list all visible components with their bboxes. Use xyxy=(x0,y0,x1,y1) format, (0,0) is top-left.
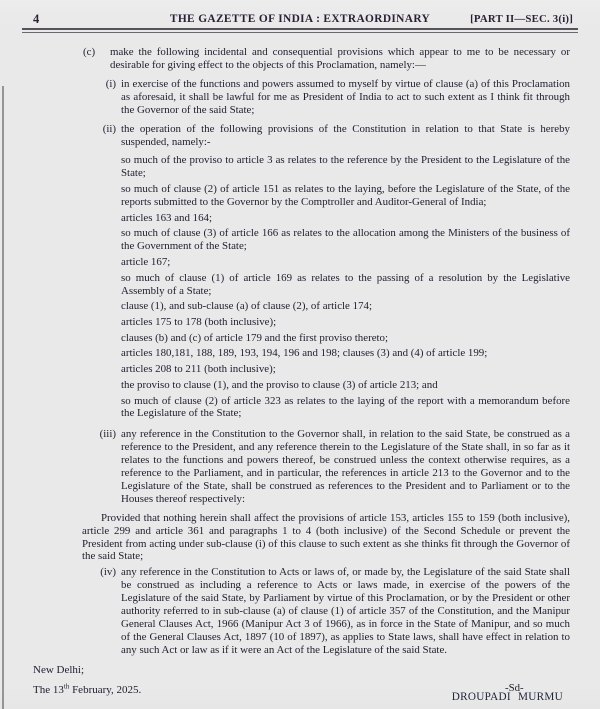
subclause-i-text: in exercise of the functions and powers assumed to myself by virtue of clause (a) of this Proclamation as aforesaid, it shall be lawful for me as President of India to act to such extent as I think fit through the Governor of the said State; xyxy=(121,77,570,116)
signature-name: DROUPADI MURMU xyxy=(451,691,563,703)
header-double-rule xyxy=(22,28,578,33)
subclause-iv xyxy=(100,566,570,656)
suspended-provision: so much of clause (2) of article 323 as relates to the laying of the report with a memorandum before the Legislature of the State; xyxy=(121,394,570,420)
suspended-provision: articles 163 and 164; xyxy=(121,211,213,224)
subclause-iv-text: any reference in the Constitution to Acts or laws of, or made by, the Legislature of the said State shall be construed as including a reference to Acts or laws made, in exercise of the powers of the Legislature of the said State, by Parliament by virtue of this Proclamation, or by the President or other authority referred to in sub-clause (a) of clause (1) of article 357 of the Constitution, and the Manipur General Clauses Act, 1966 (Manipur Act 3 of 1966), as in force in the State of Manipur, and so much of the General Clauses Act, 1897 (10 of 1897), as applies to State laws, shall have effect in relation to any such Act or law as if it were an Act of the Legislature of the said State. xyxy=(121,566,570,656)
subclause-i xyxy=(105,77,570,117)
clause-c xyxy=(83,46,570,72)
proviso-paragraph: Provided that nothing herein shall affect the provisions of article 153, articles 155 to 159 (both inclusive), article 299 and article 361 and paragraphs 1 to 4 (both inclusive) of the Second Schedule or prevent the President from acting under sub-clause (i) of this clause to such extent as she thinks fit through the Governor of the said State; xyxy=(82,511,570,563)
suspended-provision: so much of clause (3) of article 166 as relates to the allocation among the Ministers of the business of the Government of the State; xyxy=(121,227,570,253)
subclause-i-label: (i) xyxy=(105,77,116,90)
suspended-provision: article 167; xyxy=(121,255,171,268)
suspended-provision: articles 208 to 211 (both inclusive); xyxy=(121,363,276,376)
footer-date xyxy=(33,684,141,696)
part-section-ref: [PART II—SEC. 3(i)] xyxy=(470,13,573,25)
subclause-ii xyxy=(102,122,570,149)
footer-date-rest: February, 2025. xyxy=(69,683,142,696)
footer-date-prefix: The 13 xyxy=(33,683,64,696)
page-header xyxy=(0,0,600,28)
suspended-provision: the proviso to clause (1), and the proviso to clause (3) of article 213; and xyxy=(121,378,438,391)
subclause-iii xyxy=(99,428,570,505)
gazette-title: THE GAZETTE OF INDIA : EXTRAORDINARY xyxy=(169,13,431,25)
subclause-ii-text: the operation of the following provisions of the Constitution in relation to that State is hereby suspended, namely:- xyxy=(121,122,570,148)
footer-place: New Delhi; xyxy=(33,663,85,676)
suspended-provision: clause (1), and sub-clause (a) of clause (2), of article 174; xyxy=(121,300,372,313)
footer-date-ordinal: th xyxy=(63,682,70,691)
suspended-provision: articles 175 to 178 (both inclusive); xyxy=(121,315,277,328)
subclause-ii-label: (ii) xyxy=(102,122,116,135)
page-number: 4 xyxy=(33,12,40,26)
subclause-iii-label: (iii) xyxy=(99,428,116,441)
suspended-provision: so much of clause (1) of article 169 as relates to the passing of a resolution by the Legislative Assembly of a State; xyxy=(121,271,570,297)
clause-c-text: make the following incidental and consequential provisions which appear to me to be necessary or desirable for giving effect to the objects of this Proclamation, namely:— xyxy=(110,46,570,71)
suspended-provision: clauses (b) and (c) of article 179 and the first proviso thereto; xyxy=(121,331,389,344)
subclause-iii-text: any reference in the Constitution to the Governor shall, in relation to the said State, be construed as a reference to the President, and any reference therein to the Legislature of the State shall, in so far as it relates to the functions and powers thereof, be construed unless the context otherwise requires, as a reference to the Parliament, and in particular, the references in article 213 to the Governor and to the Legislature of the State, shall be construed as references to the President and to Parliament or to the Houses thereof respectively: xyxy=(121,428,570,505)
suspended-provision: so much of clause (2) of article 151 as relates to the laying, before the Legislature of the State, of the reports submitted to the Governor by the Comptroller and Auditor-General of India; xyxy=(121,183,570,208)
scan-edge-artifact xyxy=(2,86,4,709)
subclause-iv-label: (iv) xyxy=(100,566,116,579)
suspended-provision: so much of the proviso to article 3 as relates to the reference by the President to the Legislature of the State; xyxy=(121,154,570,180)
sd-mark: -Sd- xyxy=(505,682,524,695)
clause-c-label: (c) xyxy=(83,46,96,59)
suspended-provision: articles 180,181, 188, 189, 193, 194, 196 and 198; clauses (3) and (4) of article 199; xyxy=(121,347,488,360)
